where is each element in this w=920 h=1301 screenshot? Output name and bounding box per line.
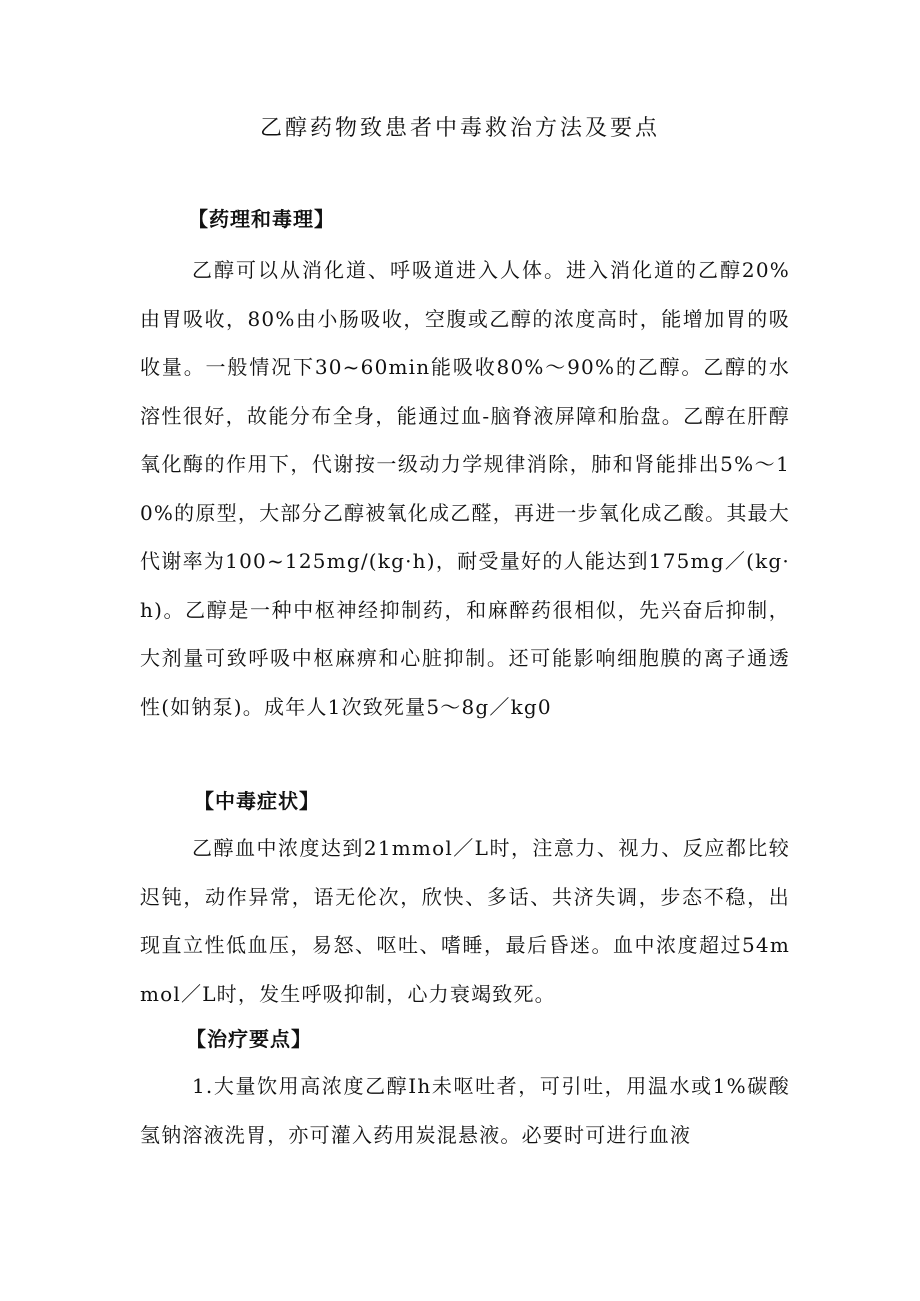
document-title: 乙醇药物致患者中毒救治方法及要点 bbox=[259, 116, 660, 141]
section-body-pharmacology: 乙醇可以从消化道、呼吸道进入人体。进入消化道的乙醇20%由胃吸收，80%由小肠吸收，空腹或乙醇的浓度高时，能增加胃的吸收量。一般情况下30~60min能吸收80%～90%的乙醇。乙醇的水溶性很好，故能分布全身，能通过血-脑脊液屏障和胎盘。乙醇在肝醇氧化酶的作用下，代谢按一级动力学规律消除，肺和肾能排出5%～10%的原型，大部分乙醇被氧化成乙醛，再进一步氧化成乙酸。其最大代谢率为100~125mg/(kg·h)，耐受量好的人能达到175mg／(kg·h)。乙醇是一种中枢神经抑制药，和麻醉药很相似，先兴奋后抑制，大剂量可致呼吸中枢麻痹和心脏抑制。还可能影响细胞膜的离子通透性(如钠泵)。成年人1次致死量5～8g／kg0 bbox=[140, 258, 790, 719]
section-body-symptoms: 乙醇血中浓度达到21mmol／L时，注意力、视力、反应都比较迟钝，动作异常，语无伦次，欣快、多话、共济失调，步态不稳，出现直立性低血压，易怒、呕吐、嗜睡，最后昏迷。血中浓度超过54mmol／L时，发生呼吸抑制，心力衰竭致死。 bbox=[140, 836, 790, 1006]
section-heading-treatment: 【治疗要点】 bbox=[186, 1027, 312, 1051]
section-heading-pharmacology: 【药理和毒理】 bbox=[188, 207, 335, 231]
section-body-treatment: 1.大量饮用高浓度乙醇Ih未呕吐者，可引吐，用温水或1%碳酸氢钠溶液洗胃，亦可灌入药用炭混悬液。必要时可进行血液 bbox=[140, 1074, 790, 1147]
section-heading-symptoms: 【中毒症状】 bbox=[194, 789, 320, 813]
